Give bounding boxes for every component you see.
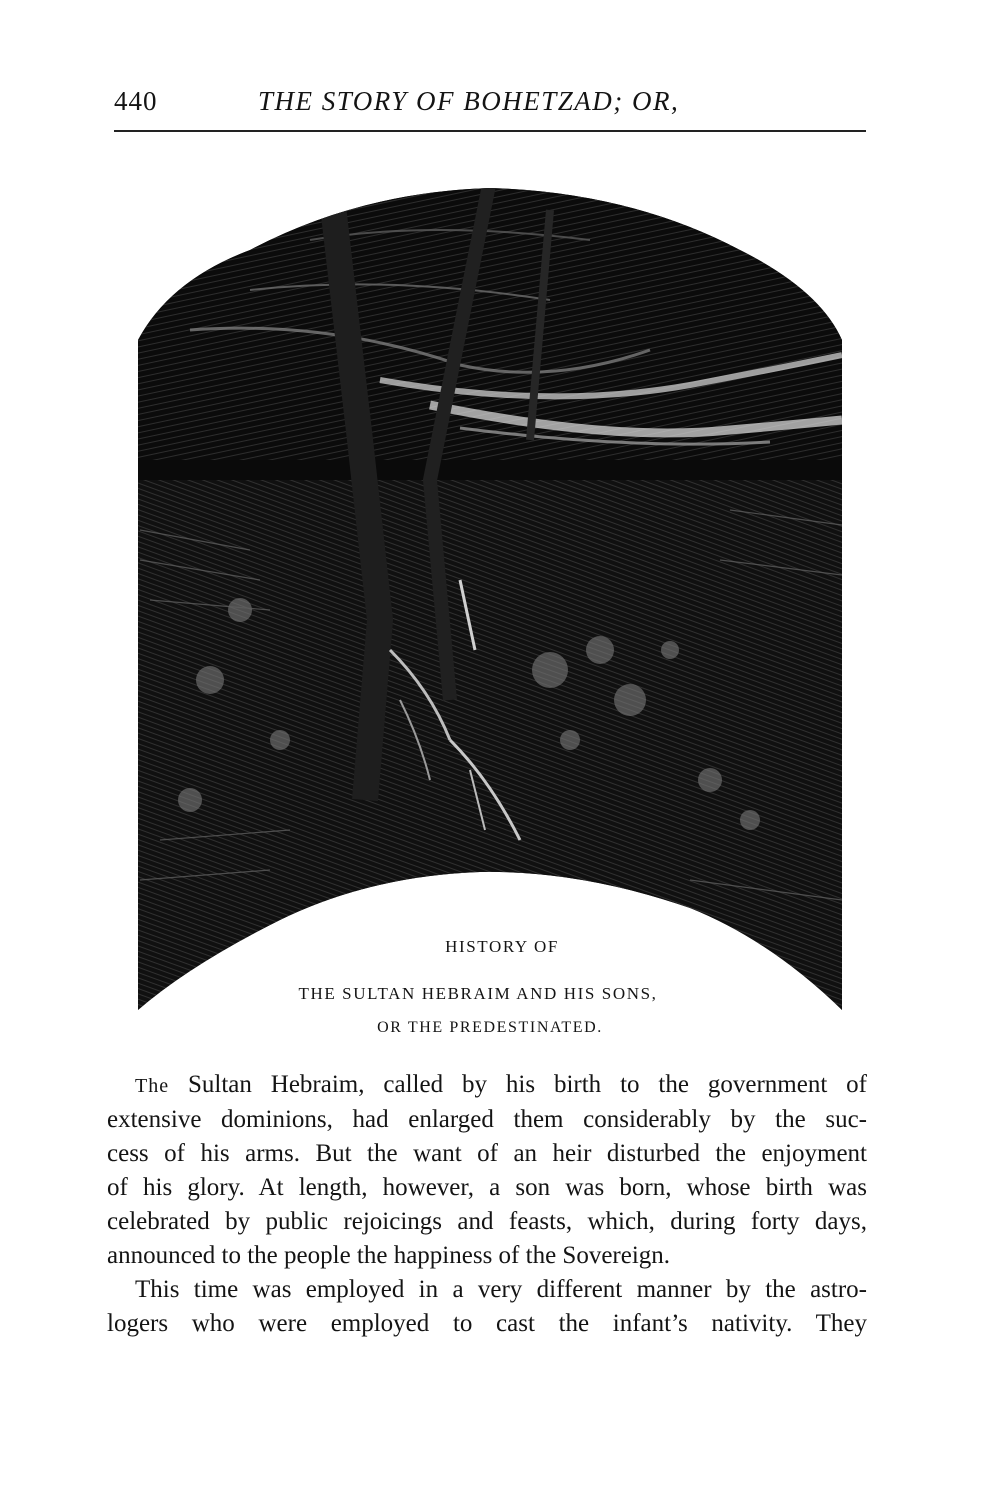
text-line: extensive dominions, had enlarged them considerably by the suc- [107, 1106, 867, 1133]
paragraph-2 [107, 1273, 867, 1341]
text-line: logers who were employed to cast the infant’s nativity. They [107, 1310, 867, 1337]
text-line [107, 1068, 867, 1103]
text-span: Sultan Hebraim, called by his birth to the government of [169, 1071, 867, 1098]
paragraph-1 [107, 1068, 867, 1273]
text-line: This time was employed in a very different manner by the astro- [135, 1276, 867, 1303]
caption-line-3: OR THE PREDESTINATED. [377, 1019, 603, 1036]
running-title: THE STORY OF BOHETZAD; OR, [258, 86, 680, 116]
small-caps-lead: The [135, 1075, 170, 1097]
engraved-forest-landscape-image [130, 180, 850, 1040]
text-line: announced to the people the happiness of the Sovereign. [107, 1242, 671, 1269]
text-line: cess of his arms. But the want of an heir disturbed the enjoyment [107, 1140, 867, 1167]
caption-line-2: THE SULTAN HEBRAIM AND HIS SONS, [298, 984, 658, 1003]
body-text [107, 1068, 867, 1341]
header-rule [114, 130, 866, 132]
text-line: of his glory. At length, however, a son was born, whose birth was [107, 1174, 867, 1201]
caption-line-1: HISTORY OF [445, 937, 559, 956]
page-number: 440 [114, 86, 158, 116]
text-line: celebrated by public rejoicings and feasts, which, during forty days, [107, 1208, 867, 1235]
